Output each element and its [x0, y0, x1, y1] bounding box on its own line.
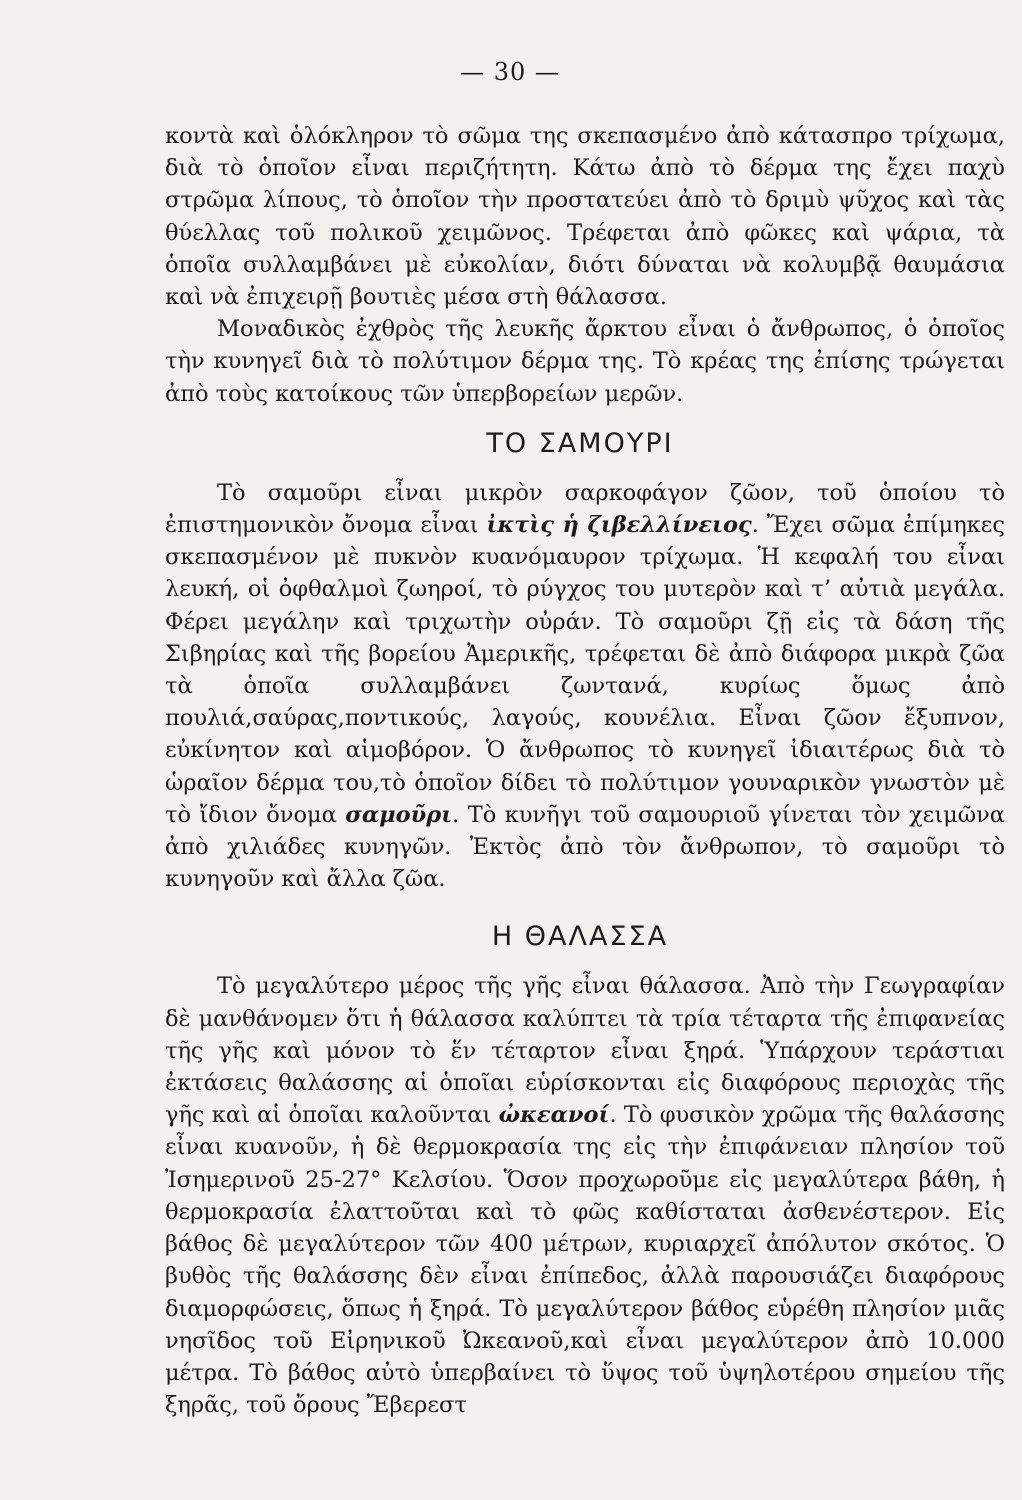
sable-text-1: Τὸ σαμοῦρι εἶναι μικρὸν σαρκοφάγον ζῶον, τοῦ ὁποίου τὸ ἐπιστημονικὸν ὄνομα εἶναι [165, 479, 1005, 539]
sable-paragraph [165, 477, 1005, 896]
book-page [165, 58, 1005, 1421]
bear-paragraph-enemy: Μοναδικὸς ἐχθρὸς τῆς λευκῆς ἄρκτου εἶναι ὁ ἄνθρωπος, ὁ ὁποῖος τὴν κυνηγεῖ διὰ τὸ πολύτιμον δέρμα της. Τὸ κρέας της ἐπίσης τρώγεται ἀπὸ τοὺς κατοίκους τῶν ὑπερβορείων μερῶν. [165, 316, 1005, 407]
page-number: — 30 — [460, 58, 560, 86]
sable-fur-term: σαμοῦρι [345, 801, 453, 828]
sea-oceans-term: ὠκεανοί [498, 1102, 610, 1129]
section-title-sable: ΤΟ ΣΑΜΟΥΡΙ [486, 427, 674, 459]
bear-paragraph-continued: κοντὰ καὶ ὁλόκληρον τὸ σῶμα της σκεπασμένο ἀπὸ κάτασπρο τρίχωμα, διὰ τὸ ὁποῖον εἶναι περιζήτητη. Κάτω ἀπὸ τὸ δέρμα της ἔχει παχὺ στρῶμα λίπους, τὸ ὁποῖον τὴν προστατεύει ἀπὸ τὸ δριμὺ ψῦχος καὶ τὰς θύελλας τοῦ πολικοῦ χειμῶνος. Τρέφεται ἀπὸ φῶκες καὶ ψάρια, τὰ ὁποῖα συλλαμβάνει μὲ εὐκολίαν, διότι δύναται νὰ κολυμβᾷ θαυμάσια καὶ νὰ ἐπιχειρῇ βουτιὲς μέσα στὴ θάλασσα. [165, 123, 1005, 311]
sea-text-1: Τὸ μεγαλύτερο μέρος τῆς γῆς εἶναι θάλασσα. Ἀπὸ τὴν Γεωγραφίαν δὲ μανθάνομεν ὅτι ἡ θάλασσα καλύπτει τὰ τρία τέταρτα τῆς ἐπιφανείας τῆς γῆς καὶ μόνον τὸ ἕν τέταρτον εἶναι ξηρά. Ὑπάρχουν τεράστιαι ἐκτάσεις θαλάσσης αἱ ὁποῖαι εὑρίσκονται εἰς διαφόρους περιοχὰς τῆς γῆς καὶ αἱ ὁποῖαι καλοῦνται [165, 973, 1005, 1129]
sable-text-2: . Ἔχει σῶμα ἐπίμηκες σκεπασμένον μὲ πυκνὸν κυανόμαυρον τρίχωμα. Ἡ κεφαλή του εἶναι λευκή, οἱ ὀφθαλμοὶ ζωηροί, τὸ ρύγχος του μυτερὸν καὶ τ’ αὐτιὰ μεγάλα. Φέρει μεγάλην καὶ τριχωτὴν οὐράν. Τὸ σαμοῦρι ζῇ εἰς τὰ δάση τῆς Σιβηρίας καὶ τῆς βορείου Ἀμερικῆς, τρέφεται δὲ ἀπὸ διάφορα μικρὰ ζῶα τὰ ὁποῖα συλλαμβάνει ζωντανά, κυρίως ὅμως ἀπὸ πουλιά,σαύρας,ποντικούς, λαγούς, κουνέλια. Εἶναι ζῶον ἔξυπνον, εὐκίνητον καὶ αἱμοβόρον. Ὁ ἄνθρωπος τὸ κυνηγεῖ ἰδιαιτέρως διὰ τὸ ὡραῖον δέρμα του,τὸ ὁποῖον δίδει τὸ πολύτιμον γουναρικὸν γνωστὸν μὲ τὸ ἴδιον ὄνομα [165, 512, 1005, 828]
sable-scientific-name: ἰκτὶς ἡ ζιβελλίνειος [486, 512, 752, 539]
sable-text-3: . Τὸ κυνῆγι τοῦ σαμουριοῦ γίνεται τὸν χειμῶνα ἀπὸ χιλιάδες κυνηγῶν. Ἐκτὸς ἀπὸ τὸν ἄνθρωπον, τὸ σαμοῦρι τὸ κυνηγοῦν καὶ ἄλλα ζῶα. [165, 801, 1006, 893]
section-title-sea: Η ΘΑΛΑΣΣΑ [491, 921, 669, 953]
sea-paragraph [165, 970, 1005, 1421]
sea-text-2: . Τὸ φυσικὸν χρῶμα τῆς θαλάσσης εἶναι κυανοῦν, ἡ δὲ θερμοκρασία της εἰς τὴν ἐπιφάνειαν πλησίον τοῦ Ἰσημερινοῦ 25-27° Κελσίου. Ὅσον προχωροῦμε εἰς μεγαλύτερα βάθη, ἡ θερμοκρασία ἐλαττοῦται καὶ τὸ φῶς καθίσταται ἀσθενέστερον. Εἰς βάθος δὲ μεγαλύτερον τῶν 400 μέτρων, κυριαρχεῖ ἀπόλυτον σκότος. Ὁ βυθὸς τῆς θαλάσσης δὲν εἶναι ἐπίπεδος, ἀλλὰ παρουσιάζει διαφόρους διαμορφώσεις, ὅπως ἡ ξηρά. Τὸ μεγαλύτερον βάθος εὑρέθη πλησίον μιᾶς νησῖδος τοῦ Εἰρηνικοῦ Ὠκεανοῦ,καὶ εἶναι μεγαλύτερον ἀπὸ 10.000 μέτρα. Τὸ βάθος αὐτὸ ὑπερβαίνει τὸ ὕψος τοῦ ὑψηλοτέρου σημείου τῆς ξηρᾶς, τοῦ ὄρους Ἔβερεστ [165, 1102, 1005, 1419]
